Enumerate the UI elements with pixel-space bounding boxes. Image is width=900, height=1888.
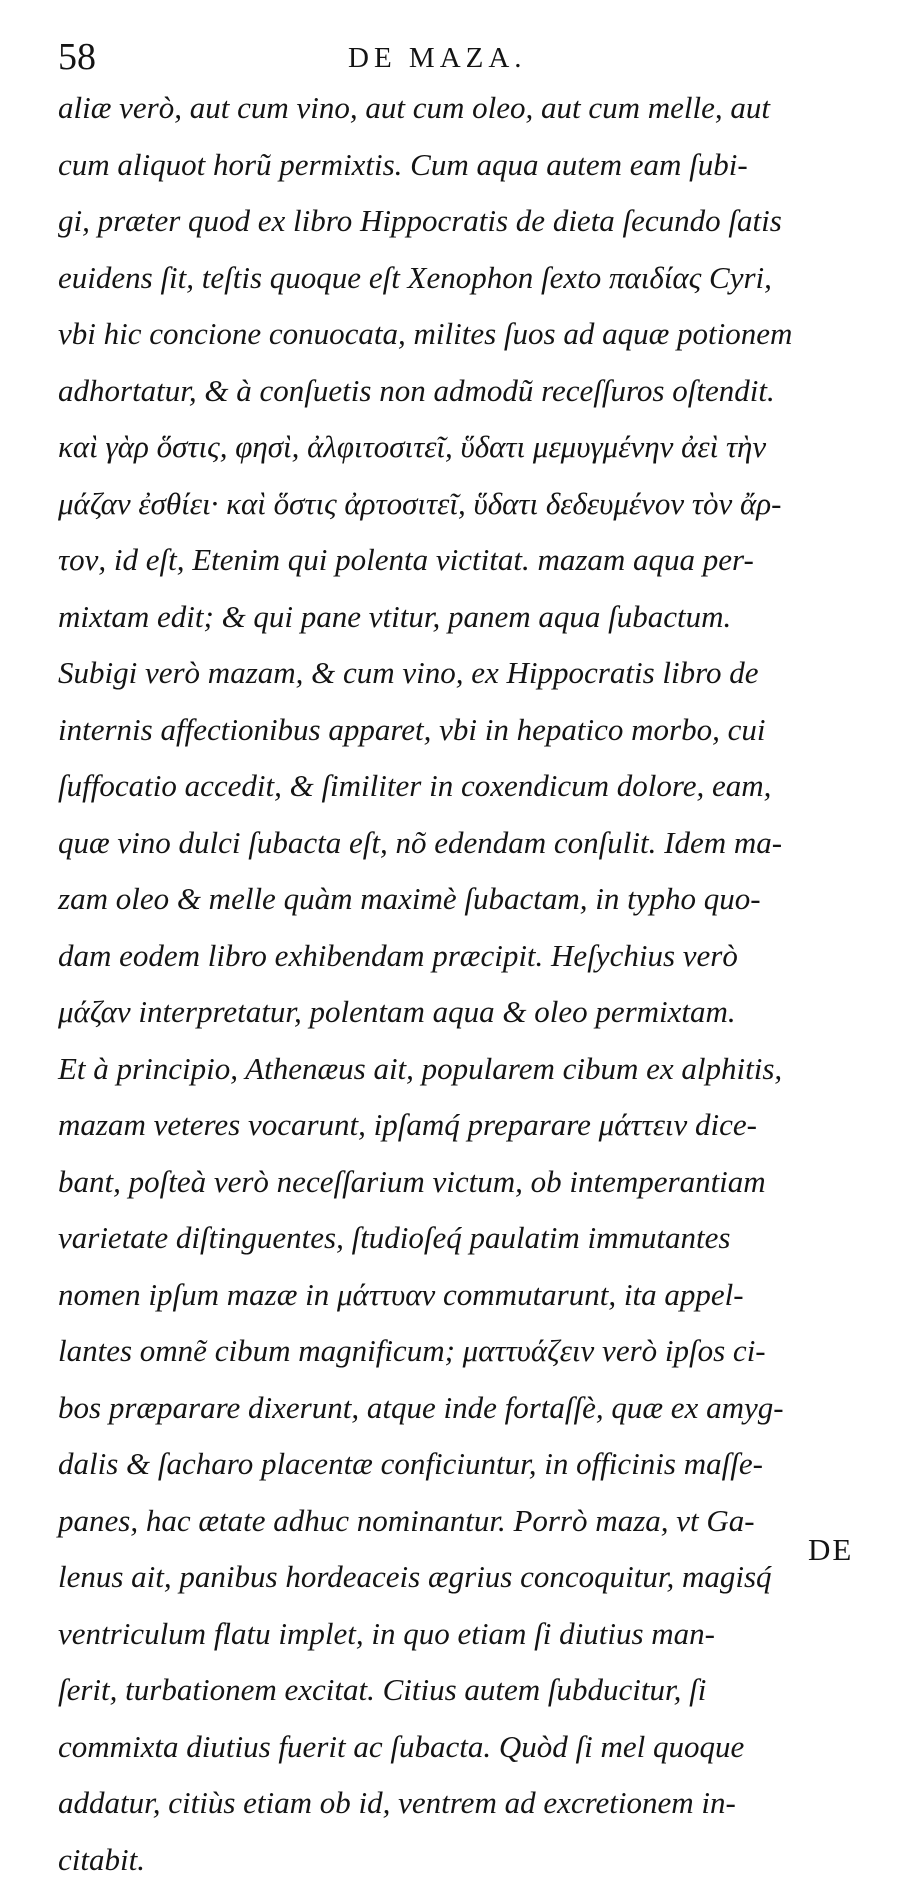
text-line: citabit. (58, 1832, 868, 1888)
greek-text-line: μάζαν ἐσθίει· καὶ ὅστις ἀρτοσιτεῖ, ὕδατι δεδευμένον τὸν ἄρ- (58, 476, 868, 533)
greek-text-line: καὶ γὰρ ὅστις, φησὶ, ἀλφιτοσιτεῖ, ὕδατι μεμυγμένην ἀεὶ τὴν (58, 419, 868, 476)
text-line: panes, hac ætate adhuc nominantur. Porrò maza, vt Ga- (58, 1493, 868, 1550)
text-line: dalis & ſacharo placentæ conficiuntur, in officinis maſſe- (58, 1436, 868, 1493)
text-line: bos præparare dixerunt, atque inde fortaſſè, quæ ex amyg- (58, 1380, 868, 1437)
text-line: ſerit, turbationem excitat. Citius autem ſubducitur, ſi (58, 1662, 868, 1719)
catchword: DE (808, 1530, 853, 1570)
text-line: cum aliquot horũ permixtis. Cum aqua autem eam ſubi- (58, 137, 868, 194)
text-line: commixta diutius fuerit ac ſubacta. Quòd ſi mel quoque (58, 1719, 868, 1776)
text-line: dam eodem libro exhibendam præcipit. Heſychius verò (58, 928, 868, 985)
body-text (58, 80, 868, 1888)
text-line: internis affectionibus apparet, vbi in hepatico morbo, cui (58, 702, 868, 759)
text-line: quæ vino dulci ſubacta eſt, nõ edendam conſulit. Idem ma- (58, 815, 868, 872)
text-line: aliæ verò, aut cum vino, aut cum oleo, aut cum melle, aut (58, 80, 868, 137)
text-line: bant, poſteà verò neceſſarium victum, ob intemperantiam (58, 1154, 868, 1211)
text-line: nomen ipſum mazæ in μάττυαν commutarunt, ita appel- (58, 1267, 868, 1324)
text-line: Et à principio, Athenæus ait, popularem cibum ex alphitis, (58, 1041, 868, 1098)
text-line: vbi hic concione conuocata, milites ſuos ad aquæ potionem (58, 306, 868, 363)
text-line: lenus ait, panibus hordeaceis ægrius concoquitur, magisq́ (58, 1549, 868, 1606)
text-line: ventriculum flatu implet, in quo etiam ſi diutius man- (58, 1606, 868, 1663)
text-line: lantes omnẽ cibum magnificum; ματτυάζειν verò ipſos ci- (58, 1323, 868, 1380)
text-line: mixtam edit; & qui pane vtitur, panem aqua ſubactum. (58, 589, 868, 646)
text-line: euidens ſit, teſtis quoque eſt Xenophon ſexto παιδίας Cyri, (58, 250, 868, 307)
running-title: DE MAZA. (348, 36, 527, 80)
text-line: zam oleo & melle quàm maximè ſubactam, in typho quo- (58, 871, 868, 928)
page-number: 58 (58, 32, 96, 82)
text-line: τον, id eſt, Etenim qui polenta victitat. mazam aqua per- (58, 532, 868, 589)
page-header (58, 32, 858, 82)
text-line: adhortatur, & à conſuetis non admodũ receſſuros oſtendit. (58, 363, 868, 420)
text-line: mazam veteres vocarunt, ipſamq́ preparare μάττειν dice- (58, 1097, 868, 1154)
text-line: ſuffocatio accedit, & ſimiliter in coxendicum dolore, eam, (58, 758, 868, 815)
text-line: μάζαν interpretatur, polentam aqua & oleo permixtam. (58, 984, 868, 1041)
text-line: Subigi verò mazam, & cum vino, ex Hippocratis libro de (58, 645, 868, 702)
text-line: gi, præter quod ex libro Hippocratis de dieta ſecundo ſatis (58, 193, 868, 250)
text-line: addatur, citiùs etiam ob id, ventrem ad excretionem in- (58, 1775, 868, 1832)
text-line: varietate diſtinguentes, ſtudioſeq́ paulatim immutantes (58, 1210, 868, 1267)
